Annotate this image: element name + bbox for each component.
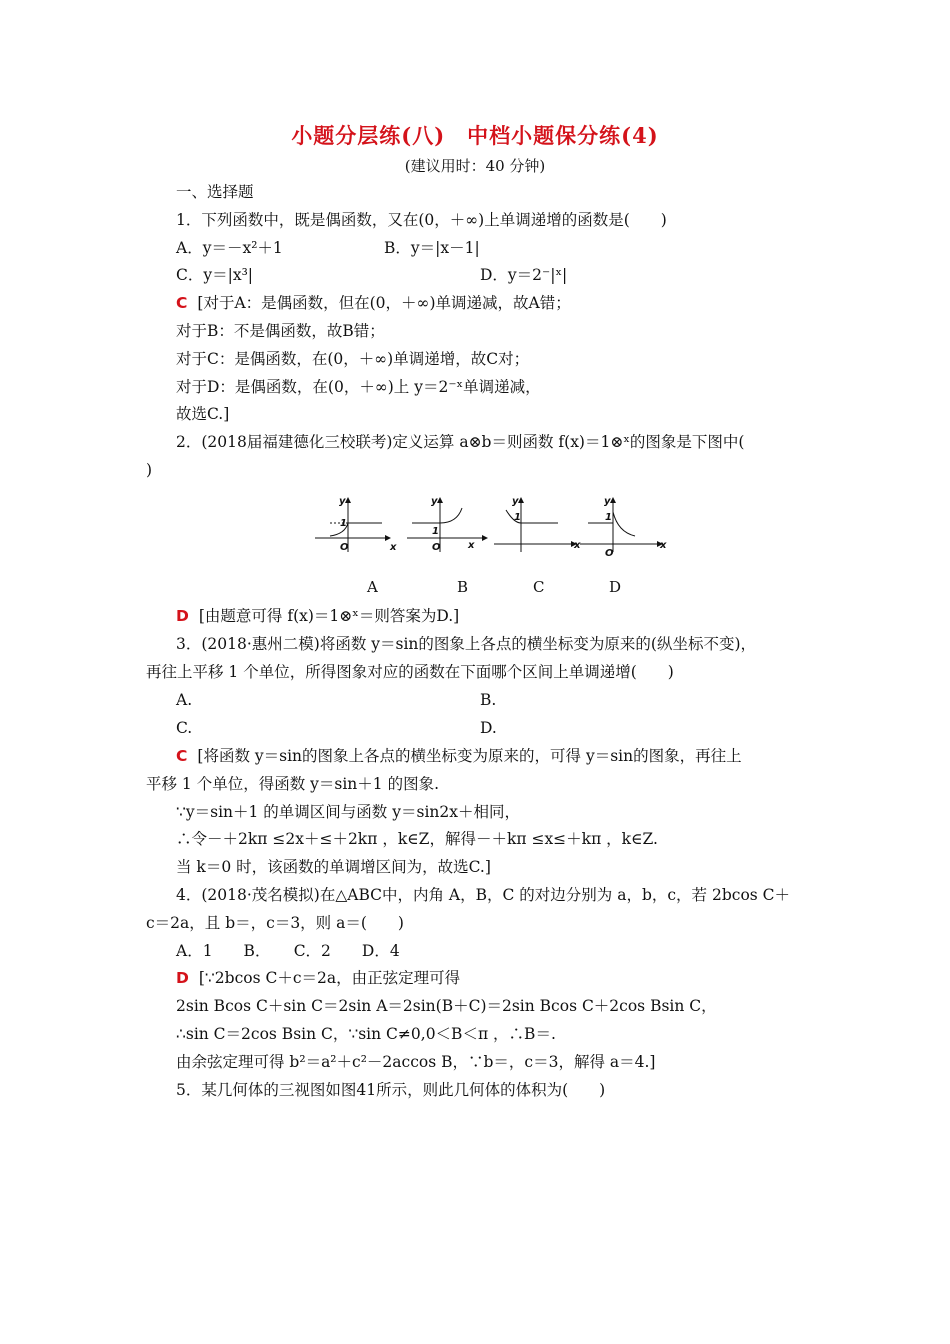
solution-line: 故选C.] <box>176 405 230 423</box>
answer-text: [由题意可得 f(x)＝1⊗ˣ＝则答案为D.] <box>198 607 460 625</box>
q4-options: A．1 B． C．2 D．4 <box>176 942 400 960</box>
answer-text: [将函数 y＝sin的图象上各点的横坐标变为原来的，可得 y＝sin的图象，再往上 <box>197 747 742 765</box>
q3-option-b: B. <box>480 691 497 709</box>
one-label: 1 <box>432 526 439 537</box>
question-2: 2．(2018届福建德化三校联考)定义运算 a⊗b＝则函数 f(x)＝1⊗ˣ的图象是下图中( <box>176 433 745 451</box>
answer-letter: C <box>176 294 188 312</box>
one-label: 1 <box>340 518 347 529</box>
question-4: 4．(2018·茂名模拟)在△ABC中，内角 A，B，C 的对边分别为 a，b，c，若 2bcos C＋ <box>176 886 791 904</box>
question-1: 1．下列函数中，既是偶函数，又在(0，＋∞)上单调递增的函数是( ) <box>176 211 667 229</box>
solution-line: 2sin Bcos C＋sin C＝2sin A＝2sin(B＋C)＝2sin Bcos C＋2cos Bsin C， <box>176 997 717 1015</box>
q3-option-c: C. <box>176 719 193 737</box>
q1-option-a: A．y＝－x²＋1 <box>176 239 283 257</box>
origin-label: O <box>340 542 349 553</box>
graph-c <box>494 496 581 552</box>
x-axis-label: x <box>660 540 667 551</box>
page-subtitle: (建议用时：40 分钟) <box>404 157 546 175</box>
graph-label-c: C <box>533 578 545 596</box>
section-heading: 一、选择题 <box>176 183 254 201</box>
y-axis-label: y <box>512 496 519 507</box>
question-4-cont: c＝2a，且 b＝，c＝3，则 a＝( ) <box>146 914 404 932</box>
q1-option-d: D．y＝2⁻|ˣ| <box>480 266 568 284</box>
solution-line: ∴令－＋2kπ ≤2x＋≤＋2kπ ，k∈Z，解得－＋kπ ≤x≤＋kπ ，k∈Z. <box>176 830 658 848</box>
page-title: 小题分层练(八) 中档小题保分练(4) <box>291 123 659 148</box>
solution-line: 对于C：是偶函数，在(0，＋∞)单调递增，故C对； <box>176 350 530 368</box>
origin-label: O <box>432 542 441 553</box>
answer-text: [对于A：是偶函数，但在(0，＋∞)单调递减，故A错； <box>197 294 571 312</box>
graph-options <box>310 490 670 560</box>
q1-answer <box>176 293 571 313</box>
solution-line: ∵y＝sin＋1 的单调区间与函数 y＝sin2x＋相同， <box>176 803 520 821</box>
q4-answer <box>176 968 460 988</box>
graph-label-a: A <box>367 578 378 596</box>
q2-answer <box>176 606 459 626</box>
q1-option-b: B．y＝|x－1| <box>384 239 480 257</box>
graph-d <box>580 496 667 559</box>
question-3: 3．(2018·惠州二模)将函数 y＝sin的图象上各点的横坐标变为原来的(纵坐标不变)， <box>176 635 757 653</box>
x-axis-label: x <box>574 540 581 551</box>
solution-line: 当 k＝0 时，该函数的单调增区间为，故选C.] <box>176 858 491 876</box>
x-axis-label: x <box>390 542 397 553</box>
one-label: 1 <box>605 512 612 523</box>
q1-option-c: C．y＝|x³| <box>176 266 254 284</box>
answer-letter: C <box>176 747 188 765</box>
question-2-cont: ) <box>146 461 153 479</box>
y-axis-label: y <box>339 496 346 507</box>
answer-text: [∵2bcos C＋c＝2a，由正弦定理可得 <box>198 969 461 987</box>
graph-b <box>407 496 487 553</box>
q3-answer <box>176 746 742 766</box>
question-5: 5．某几何体的三视图如图41所示，则此几何体的体积为( ) <box>176 1081 606 1099</box>
q3-option-a: A. <box>176 691 193 709</box>
question-3-cont: 再往上平移 1 个单位，所得图象对应的函数在下面哪个区间上单调递增( ) <box>146 663 674 681</box>
graph-label-d: D <box>609 578 622 596</box>
y-axis-label: y <box>604 496 611 507</box>
x-axis-label: x <box>468 540 475 551</box>
one-label: 1 <box>514 512 521 523</box>
graph-a <box>315 496 397 553</box>
answer-letter: D <box>176 969 189 987</box>
solution-line: 由余弦定理可得 b²＝a²＋c²－2accos B，∵b＝，c＝3，解得 a＝4.] <box>176 1053 656 1071</box>
solution-line: ∴sin C＝2cos Bsin C，∵sin C≠0,0＜B＜π ，∴B＝. <box>176 1025 556 1043</box>
graph-label-b: B <box>457 578 469 596</box>
origin-label: O <box>605 548 614 559</box>
solution-line: 平移 1 个单位，得函数 y＝sin＋1 的图象. <box>146 775 440 793</box>
y-axis-label: y <box>431 496 438 507</box>
solution-line: 对于D：是偶函数，在(0，＋∞)上 y＝2⁻ˣ单调递减， <box>176 378 541 396</box>
answer-letter: D <box>176 607 189 625</box>
solution-line: 对于B：不是偶函数，故B错； <box>176 322 385 340</box>
q3-option-d: D. <box>480 719 497 737</box>
